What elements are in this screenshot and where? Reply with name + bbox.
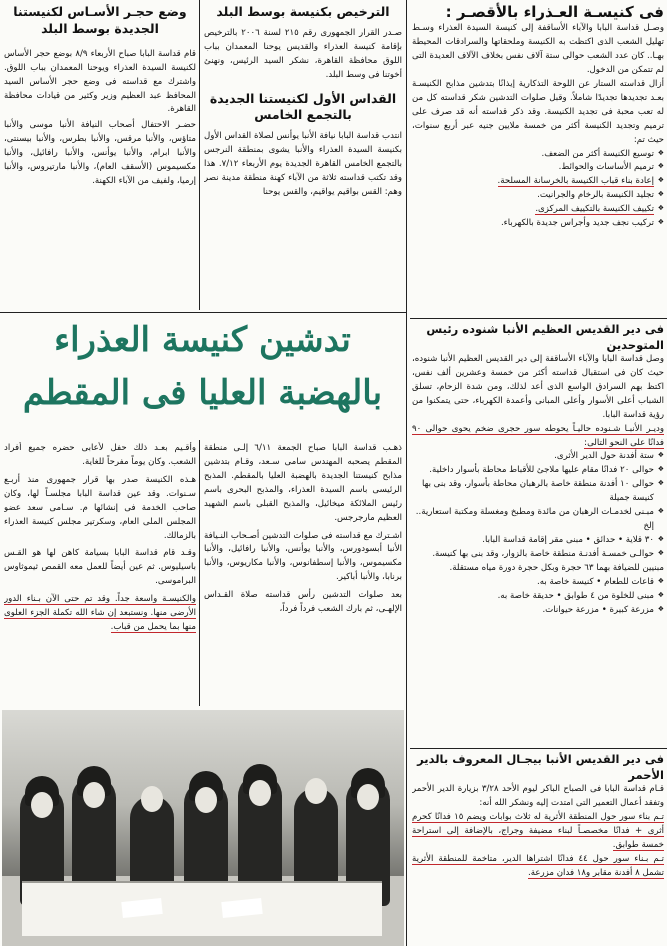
- list-item: ❖ إعادة بناء قباب الكنيسة بالخرسانة المسلحة.: [412, 175, 664, 189]
- photo-figure: [141, 786, 163, 812]
- list-item: ❖ حوالـى خمسـة أفدنـة منطقة خاصة بالزوار، وقد بنى بها كنيسة.: [412, 548, 664, 562]
- list-item: ❖ ستة أفدنة حول الدير الأثرى.: [412, 450, 664, 464]
- article-shenouda-list: [412, 576, 664, 618]
- article-shenouda-para: مبنيين للضيافة بهما ٦٣ حجرة وبكل حجرة دورة مياه مستقلة.: [449, 562, 664, 573]
- article-license-headline: الترخيص بكنيسة بوسط البلد: [216, 4, 390, 19]
- list-item: ❖ حوالى ١٠ أفدنة منطقة خاصة بالرهبان محاطة بأسوار، وقد بنى بها كنيسة جميلة: [412, 478, 664, 506]
- article-license-para: صـدر القرار الجمهورى رقم ٢١٥ لسنة ٢٠٠٦ بالترخيص بإقامة كنيسة العذراء والقديس يوحنا المعمدان بباب اللوق محافظة القاهرة، نشكر السيد الرئيس، ونهنئ أخوتنا فى وسط البلد.: [204, 27, 402, 80]
- article-red-monastery-para: تـم بناء سور حول المنطقة الأثرية له ثلاث بوابات ويضم ١٥ فدانًا كحرم أثرى + فدانًا مخصصـاً لبناء مضيفة وجراج، بالإضافة إلى استراحة خمسة طوابق.: [412, 811, 664, 850]
- banner-line: بالهضبة العليا فى المقطم: [22, 372, 383, 413]
- section-rule: [410, 318, 667, 319]
- article-red-monastery-headline: فى دير القديس الأنبا بيجـال المعروف بالدير الأحمر: [417, 752, 664, 782]
- photo-figure: [195, 787, 217, 813]
- article-mokattam-para: بعد صلوات التدشين رأس قداسته صلاة القـداس الإلهـى، ثم بارك الشعب فرداً فرداً،: [204, 590, 402, 615]
- article-foundation-para: قام قداسة البابا صباح الأربعاء ٨/٩ بوضع حجر الأساس لكنيسة السيدة العذراء ويوحنا المعمدان بباب اللوق. واشترك مع قداسته فى وضع حجر الأساس السيد المحافظ عبد العظيم وزير وكثير من قيادات محافظة القاهرة.: [4, 48, 196, 115]
- list-item: ❖ تكييف الكنيسة بالتكييف المركزى.: [412, 203, 664, 217]
- list-item: ❖ حوالى ٢٠ فدانًا مقام عليها ملاجئ للأقباط محاطة بأسوار داخلية.: [412, 464, 664, 478]
- column-rule: [199, 0, 200, 310]
- article-foundation-para: حضـر الاحتفال أصحاب النيافة الأنبا موسى والأنبا متاؤس، والأنبا مرقس، والأنبا بطرس، والأنبا بيسنتى، والأنبا ابرام، والأنبا يوأنس، والأنبا رافائيل، والأنبا مكسيموس (الأسقف العام)، والأنبا مارتيروس، والأنبا إرميا، ولفيف من الآباء الكهنة.: [4, 120, 196, 187]
- photo-table: [22, 881, 382, 936]
- article-luxor-para: أزال قداسته الستار عن اللوحة التذكارية إيذانًا بتدشين مذابح الكنيسـة بعـد تجديدها تجديدًا شاملاً. وقبل صلوات التدشين شكر قداسته كل من له تعب محبة فى تجديد الكنيسة. وقد ذكر قداسته أنه قد صرف على ترميم وتجديد الكنيسة أكثر من خمسة ملايين جنيه عبر أربع سنوات، حيث تم:: [412, 78, 664, 145]
- photo-figure: [31, 792, 53, 818]
- list-item: ❖ ٣٠ قلاية • حدائق • مبنى مقر إقامة قداسة البابا.: [412, 534, 664, 548]
- list-item: ❖ مبنى للخلوة من ٤ طوابق • حديقة خاصة به.: [412, 590, 664, 604]
- article-downtown-license: [204, 4, 402, 310]
- section-rule: [410, 748, 667, 749]
- list-item: ❖ تركيب نجف جديد وأجراس جديدة بالكهرباء.: [412, 217, 664, 231]
- article-foundation-headline: وضع حجـر الأسـاس لكنيستنا الجديدة بوسط البلد: [13, 4, 187, 36]
- article-luxor-headline: فى كنيسـة العـذراء بالأقصـر :: [445, 3, 664, 21]
- article-luxor: [412, 2, 664, 318]
- photo-figure: [249, 780, 271, 806]
- column-rule: [406, 0, 407, 946]
- article-shenouda-para: وديـر الأنبـا شـنوده حاليـاً يحوطه سور حجرى ضخم يحوى حوالى ٩٠ فدانًا على النحو التالى:: [412, 423, 664, 448]
- list-item: ❖ توسيع الكنيسة أكثر من الضعف.: [412, 148, 664, 162]
- article-anba-shenouda: [412, 322, 664, 746]
- article-shenouda-para: وصل قداسة البابا والآباء الأساقفة إلى دير القديس العظيم الأنبا شنوده، حيث كان فى استقبال قداسته أكثر من خمسة وعشرين ألف نفس، اكتظ بهم السرادق الواسع الذى أعد لذلك، ومن شدة الزحام، تسلق الشباب أعلى الأسوار وأعلى المبانى وأعمدة الكهرباء، حتى يتمكنوا من رؤية قداسة البابا.: [412, 354, 664, 420]
- list-item: ❖ قاعات للطعام • كنيسة خاصة به.: [412, 576, 664, 590]
- article-mokattam-consecration: [204, 442, 402, 706]
- article-shenouda-list: [412, 450, 664, 561]
- section-rule: [0, 312, 406, 313]
- list-item: ❖ مزرعة كبيرة • مزرعة حيوانات.: [412, 604, 664, 618]
- list-item: ❖ ترميم الأساسات والحوائط.: [412, 161, 664, 175]
- article-mokattam-cont-para: وأقـيم بعـد ذلك حفل لأعابى حضره جميع أفراد الشعب. وكان يوماً مفرحاً للغاية.: [4, 443, 196, 467]
- article-mokattam-cont-para: والكنيسـة واسعة جداً. وقد تم حتى الآن بـناء الدور الأرضى منها. ونستبعد إن شاء الله تكملة الجزء العلوى منها بما يحمل من قباب.: [4, 594, 196, 633]
- article-red-monastery: [412, 752, 664, 944]
- article-luxor-intro: وصـل قداسة البابا والآباء الأساقفة إلى كنيسة السيدة العذراء وسـط تهليل الشعب الذى اكتظت به الكنيسة وملحقاتها والسرادقات المحيطة بهـا.. كان عدد الشعب حوالى ستة آلاف نفس بخلاف الآلاف العديدة التى لم تتمكن من الدخول.: [412, 23, 664, 76]
- photo-figure: [305, 778, 327, 804]
- banner-line: تدشين كنيسة العذراء: [54, 320, 351, 360]
- article-mokattam-cont-para: هـذه الكنيسة صدر بها قرار جمهورى منذ أربـع سـنوات. وقد عين قداسة البابا مجلسـاً لها، وكان صاحب الخدمة فى إنشائها م. سـامى سعد عضو المجلس الملى العام، وسكرتير مجلس كنيسة العذراء بالزمالك.: [4, 474, 196, 541]
- article-mokattam-cont-para: وقـد قام قداسة البابا بسيامة كاهن لها هو القـس باسيليوس. ثم عين أيضاً للعمل معه القمص ثيموثاوس البراموسى.: [4, 548, 196, 587]
- article-mokattam-continued: [4, 442, 196, 706]
- photo-clergy-meeting: [2, 710, 404, 946]
- article-red-monastery-para: تـم بـناء سور حول ٤٤ فدانًا اشتراها الدير، متاخمة للمنطقة الأثرية تشمل ٨ أفدنة مقابر و١٨ فدان مزرعة.: [412, 853, 664, 878]
- article-first-liturgy-para: انتدب قداسة البابا نيافة الأنبا يوأنس لصلاة القداس الأول بكنيسة السيدة العذراء والأنبا يشوى بمنطقة النرجس بالتجمع الخامس القاهرة الجديدة يوم الأربعاء ٧/١٢. هذا وقد تكتب قداسته ثلاثة من الآباء كهنة منطقة مدينة نصر وهم: القس بواقيم يواقيم، والقس يوحنا: [204, 131, 402, 197]
- article-luxor-list: [412, 148, 664, 232]
- article-shenouda-headline: فى دير القديس العظيم الأنبا شنوده رئيس المتوحدين: [426, 322, 664, 352]
- article-first-liturgy-headline: القداس الأول لكنيستنا الجديدة بالتجمع الخامس: [209, 90, 397, 123]
- article-foundation-stone: [4, 4, 196, 310]
- photo-figure: [357, 784, 379, 810]
- article-mokattam-para: اشـترك مع قداسته فى صلوات التدشين أصـحاب النـيافة الأنبا أبسودورس، والأنبا يوأنس، والأنبا رافائيل، والأنبا مكسيموس، والأنبا إسطفانوس، والأنبا مكاريوس، والأنبا برنابا، والأنبا أباكير.: [204, 530, 402, 583]
- article-mokattam-para: ذهـب قداسة البابا صباح الجمعة ٦/١١ إلـى منطقة المقطم يصحبه المهندس سامى سـعد، وقـام بتدشين مذابح كنيستنا الجديدة بالهضبة العليا بالمقطم. المذبح الرئيسى باسم السيدة العذراء، والمذبح البحرى باسم رئيس الملائكة ميخائيل، والمذبح القبلى باسم الشهيد العظيم مارجرجس.: [204, 443, 402, 523]
- article-red-monastery-para: قـام قداسة البابا فى الصباح الباكر ليوم الأحد ٣/٢٨ بزيارة الدير الأحمر وتفقد أعمال التعمير التى امتدت إليه ونشكر الله أنه:: [412, 784, 664, 808]
- photo-figure: [83, 782, 105, 808]
- list-item: ❖ مبـنى لخدمـات الرهبان من مائدة ومطبخ ومغسلة ومكتبة استعارية.. إلخ: [412, 506, 664, 534]
- column-rule: [199, 440, 200, 706]
- list-item: ❖ تجليد الكنيسة بالرخام والجرانيت.: [412, 189, 664, 203]
- banner-headline: [0, 314, 405, 436]
